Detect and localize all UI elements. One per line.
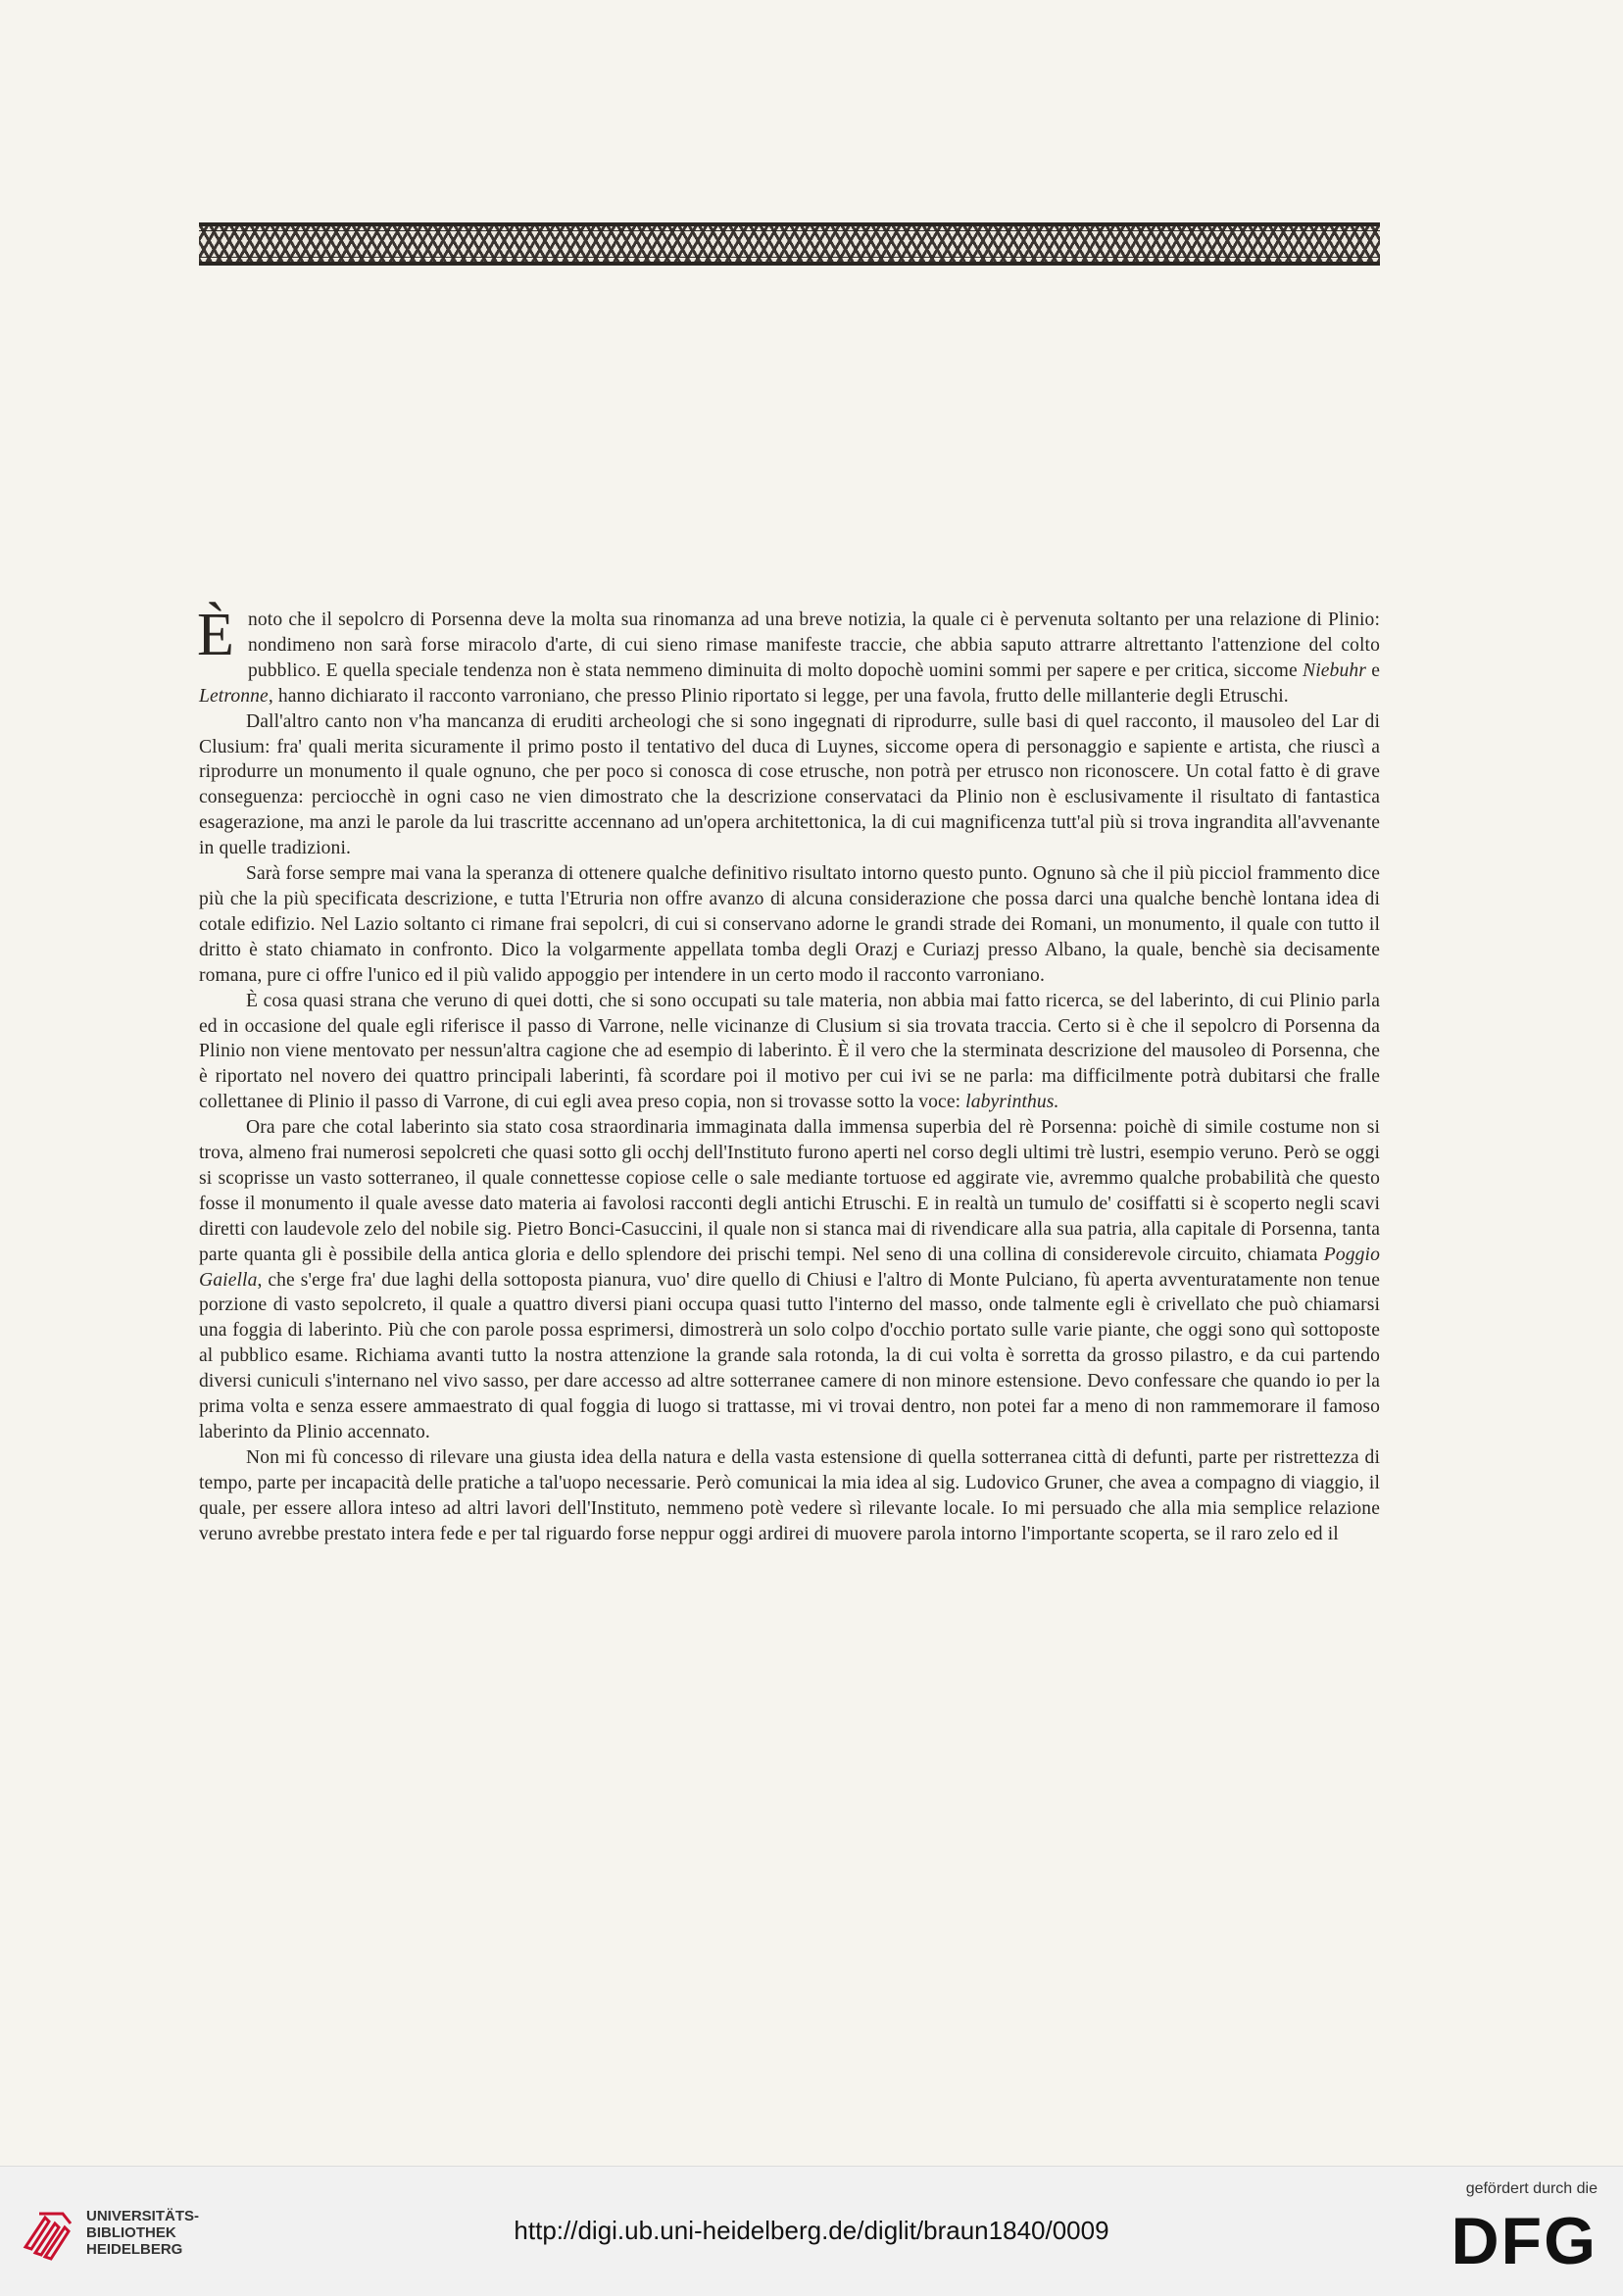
university-library-logo[interactable]: UNIVERSITÄTS- BIBLIOTHEK HEIDELBERG xyxy=(20,2198,206,2267)
viewer-footer xyxy=(0,2166,1623,2296)
place-poggio-gaiella: Poggio Gaiella xyxy=(199,1244,1380,1291)
ornamental-header-band xyxy=(199,222,1380,266)
paragraph-2: Dall'altro canto non v'ha mancanza di eruditi archeologi che si sono ingegnati di riprodurre, sulle basi di quel racconto, il mausoleo del Lar di Clusium: fra' quali merita sicuramente il primo posto il tentativo del duca di Luynes, siccome opera di personaggio e sapiente e artista, che riuscì a riprodurre un monumento il quale ognuno, che per poco si conosca di cose etrusche, non potrà per etrusco non riconoscere. Un cotal fatto è di grave conseguenza: perciocchè in ogni caso ne vien dimostrato che la descrizione conservataci da Plinio non è esclusivamente il risultato di fantastica esagerazione, ma anzi le parole da lui trascritte accennano ad un'opera architettonica, la di cui magnificenza tutt'al più si trova ingrandita all'avvenante in quelle tradizioni. xyxy=(199,710,1380,859)
permalink-url[interactable]: http://digi.ub.uni-heidelberg.de/diglit/braun1840/0009 xyxy=(514,2216,1109,2245)
drop-capital: È xyxy=(197,602,234,668)
paragraph-6: Non mi fù concesso di rilevare una giusta idea della natura e della vasta estensione di quella sotterranea città di defunti, parte per ristrettezza di tempo, parte per incapacità delle pratiche a tal'uopo necessarie. Però comunicai la mia idea al sig. Ludovico Gruner, che avea a compagno di viaggio, il quale, per essere allora inteso ad altri lavori dell'Instituto, nemmeno potè vedere sì rilevante locale. Io mi persuado che alla mia semplice relazione veruno avrebbe prestato intera fede e per tal riguardo forse neppur oggi ardirei di muovere parola intorno l'importante scoperta, se il raro zelo ed il xyxy=(199,1446,1380,1544)
paragraph-1: È noto che il sepolcro di Porsenna deve la molta sua rinomanza ad una breve notizia, la quale ci è pervenuta soltanto per una relazione di Plinio: nondimeno non sarà forse miracolo d'arte, di cui sieno rimase manifeste traccie, che abbia saputo attrarre altrettanto l'attenzione del colto pubblico. E quella speciale tendenza non è stata nemmeno diminuita di molto dopochè uomini sommi per sapere e per critica, siccome Niebuhr e Letronne, hanno dichiarato il racconto varroniano, che presso Plinio riportato si legge, per una favola, frutto delle millanterie degli Etruschi. xyxy=(197,602,1381,707)
term-labyrinthus: labyrinthus. xyxy=(965,1092,1059,1113)
author-name-letronne: Letronne xyxy=(199,685,269,707)
body-text xyxy=(197,602,1381,1547)
dfg-logo[interactable]: DFG xyxy=(1451,2204,1598,2278)
sponsor-caption: gefördert durch die xyxy=(1465,2180,1598,2197)
paragraph-4: È cosa quasi strana che veruno di quei dotti, che si sono occupati su tale materia, non abbia mai fatto ricerca, se del laberinto, di cui Plinio parla ed in occasione del quale egli riferisce il passo di Varrone, nelle vicinanze di Clusium si sia trovata traccia. Certo si è che il sepolcro di Porsenna da Plinio non viene mentovato per nessun'altra cagione che ad esempio di laberinto. È il vero che la sterminata descrizione del mausoleo di Porsenna, che è riportato nel novero dei quattro principali laberinti, fà scordare poi il motivo per cui ivi se ne parla: ma difficilmente potrà dubitarsi che fralle collettanee di Plinio il passo di Varrone, di cui egli avea preso copia, non si trovasse sotto la voce: labyrinthus. xyxy=(199,990,1380,1113)
paragraph-5: Ora pare che cotal laberinto sia stato cosa straordinaria immaginata dalla immensa superbia del rè Porsenna: poichè di simile costume non si trova, almeno frai numerosi sepolcreti che quasi sotto gli occhj dell'Instituto furono aperti nel corso degli ultimi trè lustri, esempio veruno. Però se oggi si scoprisse un vasto sotterraneo, il quale connettesse copiose celle o sale mediante tortuose ed aggirate vie, avremmo qualche probabilità che questo fosse il monumento il quale avesse dato materia ai favolosi racconti degli antichi Etruschi. E in realtà un tumulo de' cosiffatti si è scoperto negli scavi diretti con laudevole zelo del nobile sig. Pietro Bonci-Casuccini, il quale non si stanca mai di rivendicare alla sua patria, alla capitale di Porsenna, tanta parte quanta gli è possibile della antica gloria e dello splendore dei prischi tempi. Nel seno di una collina di considerevole circuito, chiamata Poggio Gaiella, che s'erge fra' due laghi della sottoposta pianura, vuo' dire quello di Chiusi e l'altro di Monte Pulciano, fù aperta avventuratamente non tenue porzione di vasto sepolcreto, il quale a quattro diversi piani occupa quasi tutto l'interno del masso, onde talmente egli è crivellato che può chiamarsi una foggia di laberinto. Più che con parole possa esprimersi, dimostrerà un solo colpo d'occhio portato sulle varie piante, che oggi sono quì sottoposte al pubblico esame. Richiama avanti tutto la nostra attenzione la grande sala rotonda, la di cui volta è sorretta da grosso pilastro, e da cui partendo diversi cuniculi s'internano nel vivo sasso, per dare accesso ad altre sotterranee camere di non minore estensione. Devo confessare che quando io per la prima volta e senza essere ammaestrato di qual foggia di luogo si trattasse, mi vi trovai dentro, non potei far a meno di non rammemorare il famoso laberinto da Plinio accennato. xyxy=(199,1117,1380,1442)
author-name-niebuhr: Niebuhr xyxy=(1303,659,1366,681)
paragraph-3: Sarà forse sempre mai vana la speranza di ottenere qualche definitivo risultato intorno questo punto. Ognuno sà che il più picciol frammento dice più che la più specificata descrizione, e tutta l'Etruria non offre avanzo di alcuna considerazione che possa darci una qualche benchè lontana idea di cotale edifizio. Nel Lazio soltanto ci rimane frai sepolcri, di cui si conservano adorne le grandi strade dei Romani, un monumento, il quale con tutto il dritto è stato chiamato in confronto. Dico la volgarmente appellata tomba degli Orazj e Curiazj presso Albano, la quale, benchè sia decisamente romana, pure ci offre l'unico ed il più valido appoggio per intendere in un certo modo il racconto varroniano. xyxy=(199,863,1380,986)
